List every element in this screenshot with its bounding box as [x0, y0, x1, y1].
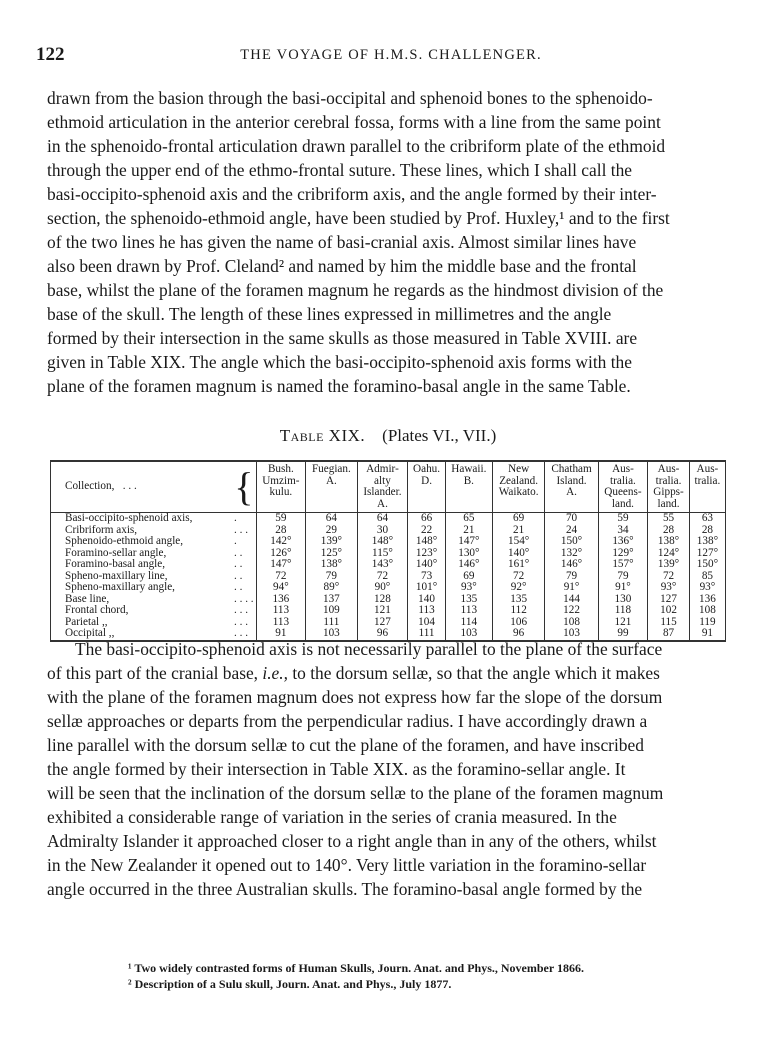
text-line: base of the skull. The length of these lines expressed in millimetres and the angle	[47, 304, 612, 324]
page-number: 122	[36, 44, 65, 65]
table-cell: 113	[408, 605, 446, 617]
table-cell: 130	[598, 594, 648, 606]
table-cell: 118	[598, 605, 648, 617]
table-cell: 99	[598, 628, 648, 641]
text-line: in the sphenoido-frontal articulation drawn parallel to the cribriform plate of the ethmoid	[47, 136, 666, 156]
table-cell: 91	[689, 628, 725, 641]
column-header	[689, 461, 725, 513]
column-header-line: kulu.	[269, 486, 293, 498]
row-dots: . . .	[234, 604, 248, 616]
row-dots: . . .	[234, 615, 248, 628]
table-cell: 127°	[689, 548, 725, 560]
column-header	[357, 461, 408, 513]
table-cell: 72	[357, 571, 408, 583]
table-cell: 79	[306, 571, 357, 583]
table-cell: 69	[492, 513, 545, 525]
row-dots: . .	[234, 558, 243, 570]
table-cell: 136	[256, 594, 306, 606]
column-header	[648, 461, 690, 513]
column-header	[408, 461, 446, 513]
footnote-2: ² Description of a Sulu skull, Journ. Anat. and Phys., July 1877.	[128, 977, 452, 991]
row-dots: .	[234, 535, 237, 547]
table-cell: 64	[306, 513, 357, 525]
text-line: sellæ approaches or departs from the perpendicular radius. I have accordingly drawn a	[47, 711, 648, 731]
footnote-1: ¹ Two widely contrasted forms of Human Skulls, Journ. Anat. and Phys., November 1866.	[128, 961, 584, 975]
table-cell: 72	[648, 571, 690, 583]
table-cell: 90°	[357, 582, 408, 594]
table-cell: 121	[598, 617, 648, 629]
table-cell: 147°	[256, 559, 306, 571]
column-header	[256, 461, 306, 513]
table-cell: 96	[492, 628, 545, 641]
table-cell: 147°	[445, 536, 492, 548]
text-line: exhibited a considerable range of variation in the series of crania measured. In the	[47, 807, 617, 827]
page-header	[36, 44, 746, 68]
table-cell: 59	[256, 513, 306, 525]
table-cell: 126°	[256, 548, 306, 560]
column-header-line: Hawaii.	[451, 463, 487, 475]
table-cell: 91°	[545, 582, 598, 594]
table-cell: 113	[256, 617, 306, 629]
table-header-row	[51, 461, 726, 513]
table-cell: 111	[408, 628, 446, 641]
table-cell: 73	[408, 571, 446, 583]
table-cell: 114	[445, 617, 492, 629]
table-cell: 138°	[648, 536, 690, 548]
table-cell: 115°	[357, 548, 408, 560]
table-cell: 24	[545, 525, 598, 537]
text-line: also been drawn by Prof. Cleland² and named by him the middle base and the frontal	[47, 256, 637, 276]
text-line: angle occurred in the three Australian skulls. The foramino-basal angle formed by the	[47, 879, 643, 899]
table-cell: 59	[598, 513, 648, 525]
collection-header	[51, 461, 233, 513]
row-label: Cribriform axis,	[51, 525, 233, 537]
row-label: Foramino-basal angle,	[51, 559, 233, 571]
paragraph-2	[47, 637, 727, 901]
column-header-line: A.	[376, 497, 388, 510]
text-line: Admiralty Islander it approached closer to a right angle than in any of the others, whilst	[47, 831, 657, 851]
table-cell: 138°	[306, 559, 357, 571]
table-title	[0, 426, 776, 446]
table-cell: 63	[689, 513, 725, 525]
column-header-line: Chatham	[551, 463, 592, 475]
text-line: will be seen that the inclination of the dorsum sellæ to the plane of the foramen magnum	[47, 783, 664, 803]
table-cell: 121	[357, 605, 408, 617]
text-line: plane of the foramen magnum is named the foramino-basal angle in the same Table.	[47, 376, 631, 396]
column-header-line: tralia.	[610, 474, 636, 487]
text-line: given in Table XIX. The angle which the basi-occipito-sphenoid axis forms with the	[47, 352, 632, 372]
table-row	[51, 536, 726, 548]
table-cell: 136°	[598, 536, 648, 548]
table-cell: 139°	[306, 536, 357, 548]
table-cell: 140°	[492, 548, 545, 560]
row-label: Occipital ,,	[51, 628, 233, 641]
brace-glyph: {	[232, 461, 256, 513]
row-dots: . .	[234, 569, 243, 582]
column-header-line: tralia.	[694, 474, 721, 487]
table-cell: 79	[545, 571, 598, 583]
table-cell: 101°	[408, 582, 446, 594]
table-cell: 106	[492, 617, 545, 629]
table-cell: 123°	[408, 548, 446, 560]
italic-ie: i.e.,	[262, 663, 288, 683]
table-cell: 72	[256, 571, 306, 583]
table-cell: 138°	[689, 536, 725, 548]
table-cell: 132°	[545, 548, 598, 560]
text-line: ethmoid articulation in the anterior cerebral fossa, forms with a line from the same point	[47, 112, 661, 132]
table-cell: 69	[445, 571, 492, 583]
text-line: of the two lines he has given the name of basi-cranial axis. Almost similar lines have	[47, 232, 637, 252]
row-dots: .	[234, 512, 237, 524]
row-dots: . . .	[232, 628, 256, 641]
table-cell: 103	[306, 628, 357, 641]
row-dots: . .	[234, 546, 243, 559]
paragraph-1	[47, 86, 725, 398]
table-row	[51, 605, 726, 617]
column-header-line: Admir-	[366, 463, 399, 475]
row-label: Foramino-sellar angle,	[51, 548, 233, 560]
column-header	[492, 461, 545, 513]
table-row	[51, 513, 726, 525]
collection-label: Collection,	[65, 480, 115, 493]
table-plates: (Plates VI., VII.)	[382, 426, 497, 445]
row-label: Parietal ,,	[51, 617, 233, 629]
column-header-line: alty	[374, 474, 391, 487]
text-line: formed by their intersection in the same skulls as those measured in Table XVIII. are	[47, 328, 638, 348]
table-cell: 21	[445, 525, 492, 537]
table-cell: 28	[648, 525, 690, 537]
column-header-line: Island.	[556, 474, 587, 487]
table-cell: 115	[648, 617, 690, 629]
row-dots: . . . .	[234, 592, 254, 605]
table-cell: 29	[306, 525, 357, 537]
table-cell: 146°	[545, 559, 598, 571]
table-cell: 127	[357, 617, 408, 629]
table-cell: 125°	[306, 548, 357, 560]
table-cell: 143°	[357, 559, 408, 571]
text-segment: of this part of the cranial base,	[47, 663, 263, 683]
row-label: Base line,	[51, 594, 233, 606]
table-cell: 135	[445, 594, 492, 606]
table-cell: 96	[357, 628, 408, 641]
row-label: Sphenoido-ethmoid angle,	[51, 536, 233, 548]
table-number: Table XIX.	[279, 426, 366, 445]
column-header-line: Aus-	[657, 463, 680, 475]
table-cell: 93°	[689, 582, 725, 594]
column-header-line: Islander.	[363, 486, 402, 498]
column-header-line: land.	[657, 497, 680, 510]
table-xix	[50, 460, 726, 642]
row-dots: . . .	[234, 523, 248, 536]
table-cell: 91°	[598, 582, 648, 594]
table-cell: 119	[689, 617, 725, 629]
text-line: in the New Zealander it opened out to 140°. Very little variation in the foramino-sellar	[47, 855, 647, 875]
column-header-line: B.	[463, 474, 474, 487]
table-cell: 64	[357, 513, 408, 525]
row-label: Frontal chord,	[51, 605, 233, 617]
table-cell: 130°	[445, 548, 492, 560]
table-cell: 129°	[598, 548, 648, 560]
table-cell: 70	[545, 513, 598, 525]
column-header-line: A.	[325, 474, 337, 487]
table-cell: 113	[256, 605, 306, 617]
column-header	[598, 461, 648, 513]
text-line: basi-occipito-sphenoid axis and the cribriform axis, and the angle formed by their inter-	[47, 184, 657, 204]
table-cell: 148°	[408, 536, 446, 548]
table-cell: 142°	[256, 536, 306, 548]
text-segment: to the dorsum sellæ, so that the angle which it makes	[287, 663, 660, 683]
table-cell: 66	[408, 513, 446, 525]
table-cell: 128	[357, 594, 408, 606]
table-cell: 28	[256, 525, 306, 537]
table-cell: 157°	[598, 559, 648, 571]
row-label: Basi-occipito-sphenoid axis,	[51, 513, 233, 525]
table-row	[51, 559, 726, 571]
column-header-line: Umzim-	[262, 474, 300, 487]
column-header	[306, 461, 357, 513]
table-cell: 30	[357, 525, 408, 537]
table-cell: 85	[689, 571, 725, 583]
table-cell: 103	[545, 628, 598, 641]
column-header-line: D.	[421, 474, 432, 487]
text-line: drawn from the basion through the basi-occipital and sphenoid bones to the sphenoido-	[47, 88, 653, 108]
table-cell: 65	[445, 513, 492, 525]
table-cell: 140	[408, 594, 446, 606]
column-header-line: Bush.	[267, 463, 294, 475]
table-cell: 161°	[492, 559, 545, 571]
column-header	[545, 461, 598, 513]
table-cell: 127	[648, 594, 690, 606]
table-cell: 154°	[492, 536, 545, 548]
table-cell: 103	[445, 628, 492, 641]
table-cell: 146°	[445, 559, 492, 571]
column-header-line: tralia.	[655, 474, 682, 487]
table-cell: 148°	[357, 536, 408, 548]
text-line	[47, 661, 727, 685]
row-label: Spheno-maxillary angle,	[51, 582, 233, 594]
table-cell: 72	[492, 571, 545, 583]
text-line: section, the sphenoido-ethmoid angle, have been studied by Prof. Huxley,¹ and to the first	[47, 208, 670, 228]
column-header-line: Zealand.	[499, 474, 539, 487]
table-cell: 28	[689, 525, 725, 537]
text-line: line parallel with the dorsum sellæ to cut the plane of the foramen, and have inscribed	[47, 735, 644, 755]
column-header-line: Fuegian.	[311, 463, 351, 475]
column-header	[445, 461, 492, 513]
table-cell: 144	[545, 594, 598, 606]
column-header-line: Aus-	[612, 463, 634, 475]
table-cell: 89°	[306, 582, 357, 594]
table-cell: 94°	[256, 582, 306, 594]
table-cell: 87	[648, 628, 690, 641]
table-cell: 91	[256, 628, 306, 641]
table-row	[51, 582, 726, 594]
row-label: Spheno-maxillary line,	[51, 571, 233, 583]
footnotes	[128, 960, 584, 992]
table-cell: 113	[445, 605, 492, 617]
table-cell: 139°	[648, 559, 690, 571]
table-cell: 112	[492, 605, 545, 617]
table-cell: 108	[545, 617, 598, 629]
collection-dots: . . .	[122, 480, 137, 493]
table-cell: 108	[689, 605, 725, 617]
column-header-line: Gipps-	[653, 486, 684, 498]
text-line: through the upper end of the ethmo-frontal suture. These lines, which I shall call the	[47, 160, 632, 180]
table-cell: 22	[408, 525, 446, 537]
column-header-line: Oahu.	[413, 463, 441, 475]
column-header-line: land.	[611, 497, 634, 510]
table-cell: 104	[408, 617, 446, 629]
table-body	[51, 513, 726, 641]
text-line: base, whilst the plane of the foramen magnum he regards as the hindmost division of the	[47, 280, 664, 300]
table-cell: 150°	[689, 559, 725, 571]
table-cell: 111	[306, 617, 357, 629]
table-cell: 140°	[408, 559, 446, 571]
table-cell: 21	[492, 525, 545, 537]
table-cell: 34	[598, 525, 648, 537]
text-line: the angle formed by their intersection in Table XIX. as the foramino-sellar angle. It	[47, 759, 626, 779]
table-cell: 92°	[492, 582, 545, 594]
text-line: with the plane of the foramen magnum does not express how far the slope of the dorsum	[47, 687, 663, 707]
column-header-line: Aus-	[696, 463, 719, 475]
table-cell: 136	[689, 594, 725, 606]
column-header-line: New	[508, 463, 530, 475]
table-cell: 150°	[545, 536, 598, 548]
table-cell: 102	[648, 605, 690, 617]
table-cell: 79	[598, 571, 648, 583]
table-cell: 122	[545, 605, 598, 617]
column-header-line: Waikato.	[498, 486, 539, 498]
text-line: The basi-occipito-sphenoid axis is not necessarily parallel to the plane of the surface	[75, 639, 663, 659]
row-dots: . .	[234, 581, 243, 593]
column-header-line: A.	[566, 486, 577, 498]
table-cell: 135	[492, 594, 545, 606]
table-cell: 124°	[648, 548, 690, 560]
table-cell: 93°	[648, 582, 690, 594]
table-cell: 137	[306, 594, 357, 606]
table-cell: 55	[648, 513, 690, 525]
table-cell: 109	[306, 605, 357, 617]
running-head: THE VOYAGE OF H.M.S. CHALLENGER.	[240, 47, 542, 63]
column-header-line: Queens-	[604, 486, 642, 498]
table-cell: 93°	[445, 582, 492, 594]
